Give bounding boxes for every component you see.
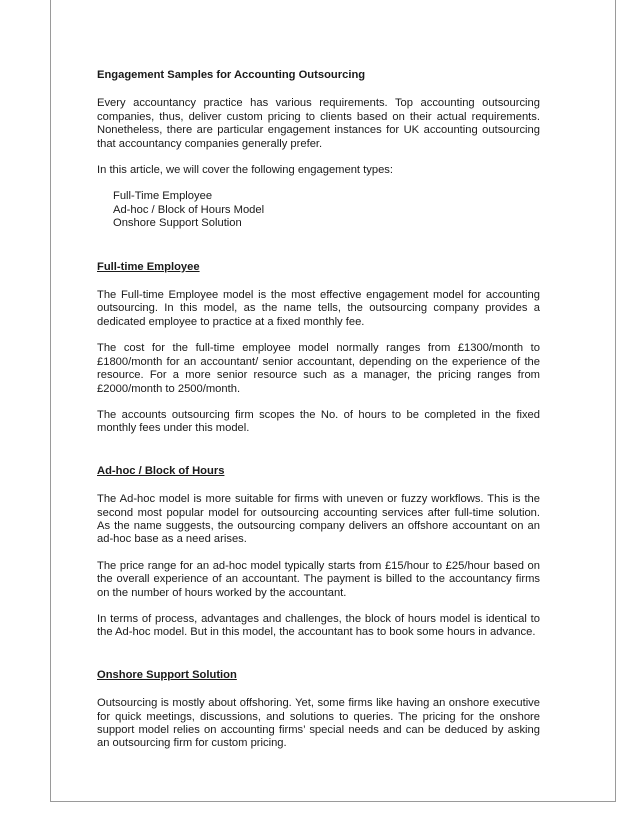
lead-in-paragraph: In this article, we will cover the following engagement types: bbox=[97, 164, 393, 177]
section-paragraph: The price range for an ad-hoc model typically starts from £15/hour to £25/hour based on the overall experience of an accountant. The payment is billed to the accountancy firms on the number of hours worked by the accountant. bbox=[97, 559, 540, 599]
section-paragraph: The Ad-hoc model is more suitable for firms with uneven or fuzzy workflows. This is the second most popular model for outsourcing accounting services after full-time solution. As the name suggests, the outsourcing company delivers an offshore accountant on an ad-hoc base as a need arises. bbox=[97, 493, 540, 546]
list-item: Full-Time Employee bbox=[113, 190, 213, 203]
intro-paragraph: Every accountancy practice has various requirements. Top accounting outsourcing companies, thus, deliver custom pricing to clients based on their actual requirements. Nonetheless, there are particular engagement instances for UK accounting outsourcing that accountancy companies generally prefer. bbox=[97, 97, 540, 150]
document-title: Engagement Samples for Accounting Outsourcing bbox=[97, 69, 366, 81]
section-onshore-support bbox=[97, 669, 540, 751]
section-paragraph: Outsourcing is mostly about offshoring. Yet, some firms like having an onshore executive for quick meetings, discussions, and solutions to queries. The pricing for the onshore support model relies on accounting firms’ special needs and can be deduced by asking an outsourcing firm for custom pricing. bbox=[97, 697, 540, 750]
list-item: Ad-hoc / Block of Hours Model bbox=[113, 203, 265, 216]
list-item: Onshore Support Solution bbox=[113, 217, 242, 230]
section-heading: Full-time Employee bbox=[97, 260, 200, 273]
section-paragraph: The cost for the full-time employee model normally ranges from £1300/month to £1800/month for an accountant/ senior accountant, depending on the experience of the resource. For a more senior resource such as a manager, the pricing ranges from £2000/month to 2500/month. bbox=[97, 342, 540, 395]
section-heading: Onshore Support Solution bbox=[97, 668, 237, 681]
section-paragraph: The Full-time Employee model is the most effective engagement model for accounting outsourcing. In this model, as the name tells, the outsourcing company provides a dedicated employee to practice at a fixed monthly fee. bbox=[97, 289, 540, 328]
section-paragraph: The accounts outsourcing firm scopes the No. of hours to be completed in the fixed monthly fees under this model. bbox=[97, 408, 540, 435]
engagement-types-list bbox=[113, 190, 540, 230]
section-heading: Ad-hoc / Block of Hours bbox=[97, 464, 225, 477]
section-paragraph: In terms of process, advantages and challenges, the block of hours model is identical to the Ad-hoc model. But in this model, the accountant has to book some hours in advance. bbox=[97, 612, 540, 639]
document-body bbox=[97, 69, 540, 780]
section-ad-hoc bbox=[97, 465, 540, 640]
section-full-time-employee bbox=[97, 261, 540, 436]
